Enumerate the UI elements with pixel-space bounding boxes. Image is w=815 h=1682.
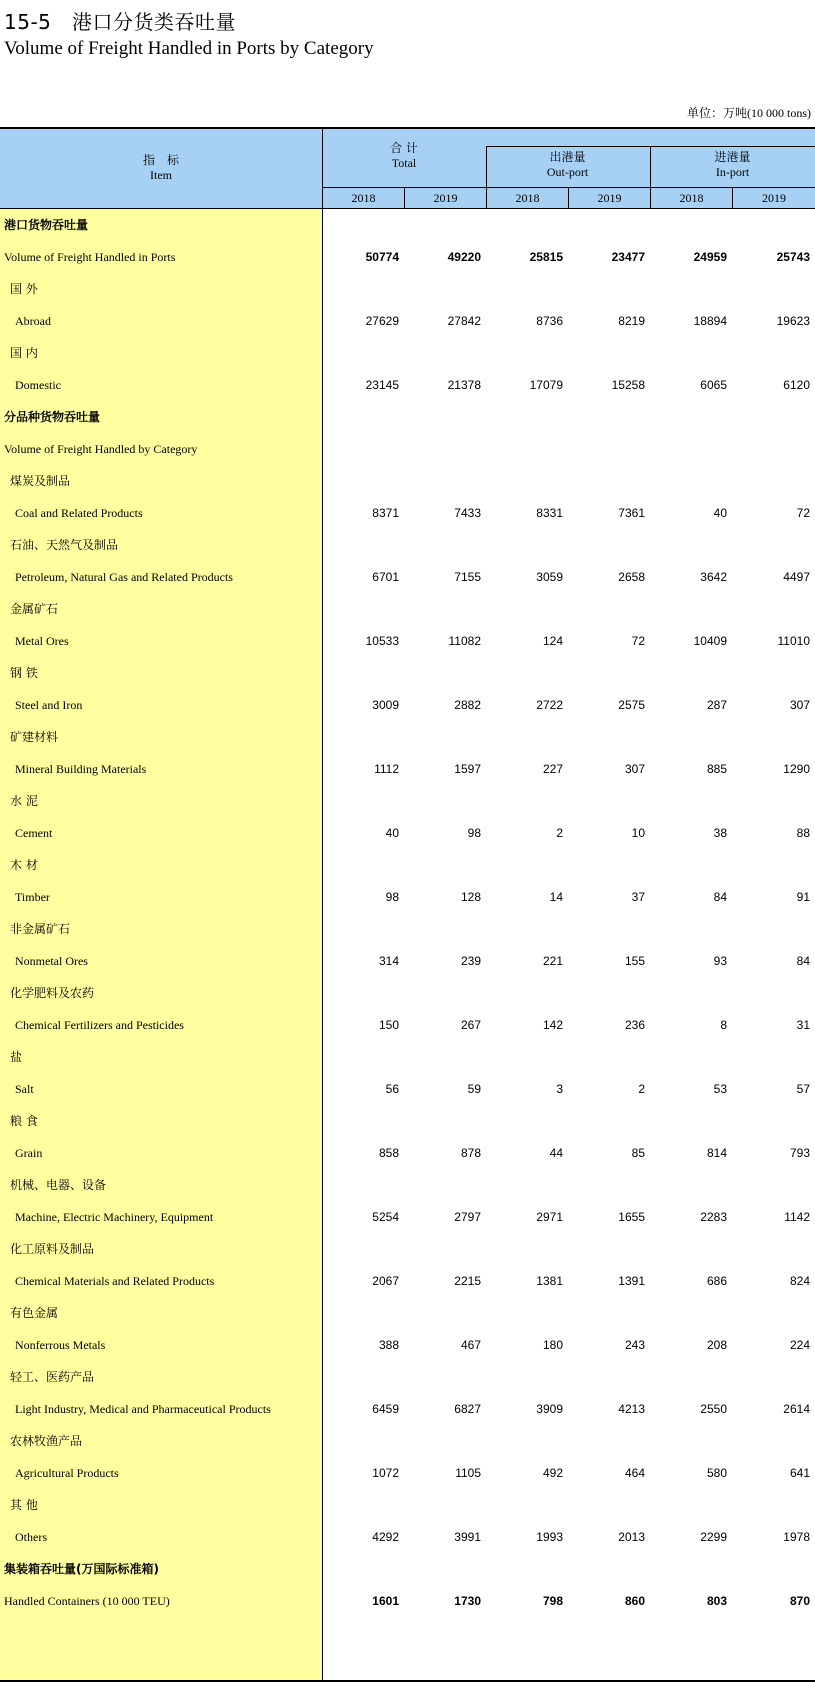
row-value: 84 [713,890,727,904]
row-value: 236 [624,1018,645,1032]
row-label: Others [15,1530,47,1544]
row-value: 641 [789,1466,810,1480]
row-value: 155 [624,954,645,968]
table-row [0,497,815,529]
table-header [0,127,815,209]
row-value: 7361 [618,506,645,520]
row-value: 25743 [776,250,810,264]
row-label: Nonmetal Ores [15,954,88,968]
table-row [0,273,815,305]
row-label: 其 他 [10,1498,38,1512]
row-value: 142 [542,1018,563,1032]
row-value: 1601 [372,1594,399,1608]
table-row [0,1073,815,1105]
row-value: 18894 [693,314,727,328]
row-value: 4213 [618,1402,645,1416]
row-value: 3909 [536,1402,563,1416]
table-row [0,625,815,657]
row-label: Cement [15,826,53,840]
row-label: Chemical Fertilizers and Pesticides [15,1018,184,1032]
row-value: 287 [706,698,727,712]
row-value: 1978 [783,1530,810,1544]
row-value: 10533 [365,634,399,648]
row-value: 492 [542,1466,563,1480]
row-value: 1730 [454,1594,481,1608]
row-value: 6701 [372,570,399,584]
row-label: 机械、电器、设备 [10,1178,107,1192]
row-label: Steel and Iron [15,698,83,712]
row-value: 5254 [372,1210,399,1224]
table-row [0,433,815,465]
row-label: 集装箱吞吐量(万国际标准箱) [4,1562,159,1576]
row-value: 8371 [372,506,399,520]
table-row [0,1297,815,1329]
row-value: 14 [549,890,563,904]
table-row [0,817,815,849]
table-title-cn [4,6,236,35]
row-label: 国 内 [10,346,38,360]
row-label: Domestic [15,378,61,392]
table-row [0,1553,815,1585]
row-value: 25815 [529,250,563,264]
row-value: 7155 [454,570,481,584]
row-label: 农林牧渔产品 [10,1434,83,1448]
table-row [0,561,815,593]
row-value: 2722 [536,698,563,712]
header-year: 2019 [597,191,622,205]
table-row [0,721,815,753]
table-code: 15-5 [4,10,52,34]
table-row [0,1105,815,1137]
row-label: Abroad [15,314,51,328]
row-label: 非金属矿石 [10,922,71,936]
table-row [0,1201,815,1233]
header-total-cn: 合 计 [390,141,418,155]
row-value: 57 [796,1082,810,1096]
row-value: 11082 [448,634,481,648]
row-value: 2 [638,1082,645,1096]
row-label: Timber [15,890,50,904]
table-row [0,1137,815,1169]
header-item [0,151,322,183]
row-value: 2971 [536,1210,563,1224]
row-value: 388 [378,1338,399,1352]
row-value: 221 [542,954,563,968]
header-outport [486,148,649,180]
row-value: 2614 [783,1402,810,1416]
table-row [0,849,815,881]
row-label: Metal Ores [15,634,69,648]
row-value: 93 [713,954,727,968]
header-total [323,139,485,171]
table-row [0,1521,815,1553]
row-value: 227 [542,762,563,776]
row-value: 224 [789,1338,810,1352]
table-row [0,401,815,433]
row-value: 84 [796,954,810,968]
row-value: 467 [460,1338,481,1352]
row-value: 885 [706,762,727,776]
row-value: 2 [556,826,563,840]
row-value: 1655 [618,1210,645,1224]
table-row [0,1393,815,1425]
row-value: 824 [789,1274,810,1288]
table-row [0,1361,815,1393]
row-value: 27629 [365,314,399,328]
unit-cn: 单位：万吨 [686,106,747,120]
row-value: 314 [378,954,399,968]
row-label: 木 材 [10,858,38,872]
header-total-en: Total [391,156,417,170]
row-value: 1105 [455,1466,481,1480]
row-value: 243 [624,1338,645,1352]
row-value: 44 [549,1146,563,1160]
row-value: 858 [378,1146,399,1160]
table-row [0,1425,815,1457]
row-value: 2067 [372,1274,399,1288]
row-label: 矿建材料 [10,730,59,744]
row-value: 59 [467,1082,481,1096]
row-value: 2882 [454,698,481,712]
row-value: 31 [796,1018,810,1032]
row-value: 49220 [447,250,481,264]
row-label: 盐 [10,1050,23,1064]
row-value: 860 [624,1594,645,1608]
row-value: 72 [631,634,645,648]
row-label: 水 泥 [10,794,38,808]
table-row [0,785,815,817]
row-value: 180 [542,1338,563,1352]
row-value: 72 [796,506,810,520]
row-label: Handled Containers (10 000 TEU) [4,1594,170,1608]
table-row [0,1329,815,1361]
row-value: 17079 [529,378,563,392]
table-row [0,241,815,273]
row-value: 23145 [365,378,399,392]
row-label: Nonferrous Metals [15,1338,106,1352]
row-value: 6459 [372,1402,399,1416]
row-value: 19623 [776,314,810,328]
row-label: 有色金属 [10,1306,59,1320]
row-value: 8736 [536,314,563,328]
row-value: 124 [542,634,563,648]
row-label: Coal and Related Products [15,506,143,520]
row-label: Light Industry, Medical and Pharmaceutical Products [15,1402,271,1416]
row-value: 814 [706,1146,727,1160]
row-value: 21378 [447,378,481,392]
row-label: 分品种货物吞吐量 [4,410,101,424]
row-value: 1597 [454,762,481,776]
row-value: 8331 [536,506,563,520]
row-value: 2215 [454,1274,481,1288]
header-inport-cn: 进港量 [714,150,751,164]
header-year: 2018 [679,191,704,205]
table-row [0,337,815,369]
row-label: Volume of Freight Handled by Category [4,442,198,456]
header-year: 2019 [433,191,458,205]
row-label: Machine, Electric Machinery, Equipment [15,1210,214,1224]
row-value: 1142 [784,1210,810,1224]
table-row [0,1233,815,1265]
row-value: 150 [378,1018,399,1032]
row-value: 88 [796,826,810,840]
row-label: Petroleum, Natural Gas and Related Products [15,570,233,584]
table-row [0,1457,815,1489]
row-value: 1290 [783,762,810,776]
row-value: 24959 [693,250,727,264]
row-value: 8 [720,1018,727,1032]
row-label: 金属矿石 [10,602,59,616]
table-row [0,1585,815,1617]
table-row [0,1009,815,1041]
table-row [0,657,815,689]
header-year: 2018 [351,191,376,205]
row-value: 208 [706,1338,727,1352]
row-value: 3991 [454,1530,481,1544]
row-value: 878 [460,1146,481,1160]
row-value: 793 [789,1146,810,1160]
row-label: Mineral Building Materials [15,762,147,776]
row-label: 煤炭及制品 [10,474,71,488]
row-value: 1072 [372,1466,399,1480]
row-value: 2575 [618,698,645,712]
row-value: 98 [467,826,481,840]
row-value: 239 [460,954,481,968]
row-label: 化工原料及制品 [10,1242,95,1256]
header-item-cn: 指 标 [142,153,179,167]
table-row [0,1265,815,1297]
row-value: 464 [624,1466,645,1480]
header-outport-cn: 出港量 [549,150,586,164]
row-value: 803 [706,1594,727,1608]
table-row [0,369,815,401]
unit-label [687,104,811,121]
row-value: 40 [385,826,399,840]
row-value: 38 [713,826,727,840]
row-value: 27842 [447,314,481,328]
row-label: 轻工、医药产品 [10,1370,95,1384]
row-value: 6827 [454,1402,481,1416]
row-value: 686 [706,1274,727,1288]
table-row [0,753,815,785]
row-value: 3642 [700,570,727,584]
header-item-en: Item [150,168,172,182]
row-value: 10409 [693,634,727,648]
unit-en: (10 000 tons) [747,106,811,120]
row-value: 15258 [611,378,645,392]
row-label: 化学肥料及农药 [10,986,95,1000]
row-value: 37 [631,890,645,904]
row-label: 石油、天然气及制品 [10,538,119,552]
table-row [0,689,815,721]
row-value: 8219 [618,314,645,328]
table-row [0,913,815,945]
freight-table [0,127,815,1682]
row-value: 2550 [700,1402,727,1416]
row-value: 307 [789,698,810,712]
header-year: 2018 [515,191,540,205]
row-value: 1391 [618,1274,645,1288]
row-value: 2299 [700,1530,727,1544]
table-title-cn-text: 港口分货类吞吐量 [71,10,236,34]
row-label: 港口货物吞吐量 [4,218,89,232]
row-value: 128 [460,890,481,904]
row-value: 4292 [372,1530,399,1544]
table-row [0,881,815,913]
row-value: 580 [706,1466,727,1480]
header-inport [650,148,815,180]
row-value: 7433 [454,506,481,520]
row-value: 23477 [611,250,645,264]
table-row [0,1489,815,1521]
header-outport-en: Out-port [546,165,589,179]
row-value: 40 [713,506,727,520]
table-row [0,1169,815,1201]
row-value: 85 [631,1146,645,1160]
row-label: Agricultural Products [15,1466,119,1480]
row-label: Chemical Materials and Related Products [15,1274,215,1288]
table-row [0,529,815,561]
row-value: 3059 [536,570,563,584]
table-row [0,1041,815,1073]
row-label: Volume of Freight Handled in Ports [4,250,176,264]
row-value: 50774 [365,250,399,264]
row-value: 2283 [700,1210,727,1224]
row-value: 1112 [374,762,399,776]
row-value: 267 [460,1018,481,1032]
table-row [0,593,815,625]
table-row [0,305,815,337]
table-row [0,977,815,1009]
row-value: 6120 [783,378,810,392]
row-value: 91 [796,890,810,904]
row-label: 粮 食 [10,1114,38,1128]
row-value: 2797 [454,1210,481,1224]
row-value: 798 [542,1594,563,1608]
row-value: 2658 [618,570,645,584]
row-label: Grain [15,1146,43,1160]
row-value: 3009 [372,698,399,712]
row-value: 1381 [536,1274,563,1288]
row-value: 4497 [783,570,810,584]
row-value: 53 [713,1082,727,1096]
row-value: 10 [631,826,645,840]
row-value: 1993 [536,1530,563,1544]
row-label: Salt [15,1082,34,1096]
row-value: 56 [385,1082,399,1096]
table-title-en: Volume of Freight Handled in Ports by Category [4,38,374,59]
row-value: 98 [385,890,399,904]
row-value: 307 [624,762,645,776]
table-row [0,945,815,977]
row-label: 钢 铁 [10,666,38,680]
row-value: 6065 [700,378,727,392]
table-row [0,209,815,241]
row-value: 11010 [777,634,810,648]
header-year: 2019 [762,191,786,205]
row-value: 3 [556,1082,563,1096]
row-label: 国 外 [10,282,38,296]
table-row [0,465,815,497]
row-value: 870 [789,1594,810,1608]
header-inport-en: In-port [715,165,750,179]
row-value: 2013 [618,1530,645,1544]
